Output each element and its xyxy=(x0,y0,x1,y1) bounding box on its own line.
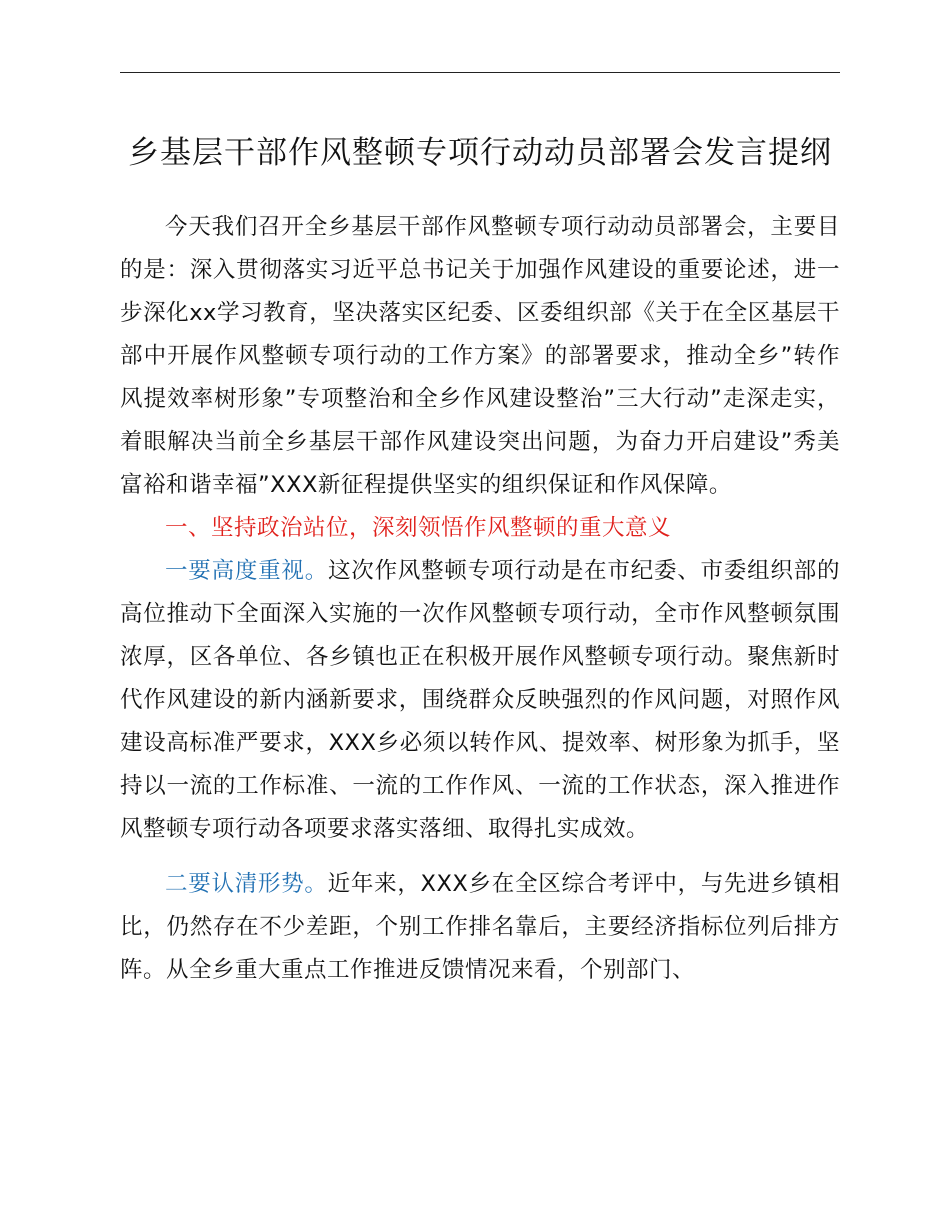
document-title: 乡基层干部作风整顿专项行动动员部署会发言提纲 xyxy=(128,135,832,171)
intro-paragraph: 今天我们召开全乡基层干部作风整顿专项行动动员部署会，主要目的是：深入贯彻落实习近平总书记关于加强作风建设的重要论述，进一步深化xx学习教育，坚决落实区纪委、区委组织部《关于在全区基层干部中开展作风整顿专项行动的工作方案》的部署要求，推动全乡”转作风提效率树形象”专项整治和全乡作风建设整治”三大行动”走深走实，着眼解决当前全乡基层干部作风建设突出问题，为奋力开启建设”秀美富裕和谐幸福”XXX新征程提供坚实的组织保证和作风保障。 xyxy=(120,214,840,498)
point-1-body: 这次作风整顿专项行动是在市纪委、市委组织部的高位推动下全面深入实施的一次作风整顿专项行动，全市作风整顿氛围浓厚，区各单位、各乡镇也正在积极开展作风整顿专项行动。聚焦新时代作风建设的新内涵新要求，围绕群众反映强烈的作风问题，对照作风建设高标准严要求，XXX乡必须以转作风、提效率、树形象为抓手，坚持以一流的工作标准、一流的工作作风、一流的工作状态，深入推进作风整顿专项行动各项要求落实落细、取得扎实成效。 xyxy=(120,558,840,842)
header-rule xyxy=(120,72,840,73)
point-2-paragraph xyxy=(120,863,840,992)
point-2-lead: 二要认清形势。 xyxy=(165,871,328,897)
document-body xyxy=(120,128,840,992)
point-1-paragraph xyxy=(120,550,840,851)
section-heading-1: 一、坚持政治站位，深刻领悟作风整顿的重大意义 xyxy=(165,515,672,541)
point-2-body: 近年来，XXX乡在全区综合考评中，与先进乡镇相比，仍然存在不少差距，个别工作排名靠后，主要经济指标位列后排方阵。从全乡重大重点工作推进反馈情况来看，个别部门、 xyxy=(120,871,840,983)
point-1-lead: 一要高度重视。 xyxy=(165,558,328,584)
